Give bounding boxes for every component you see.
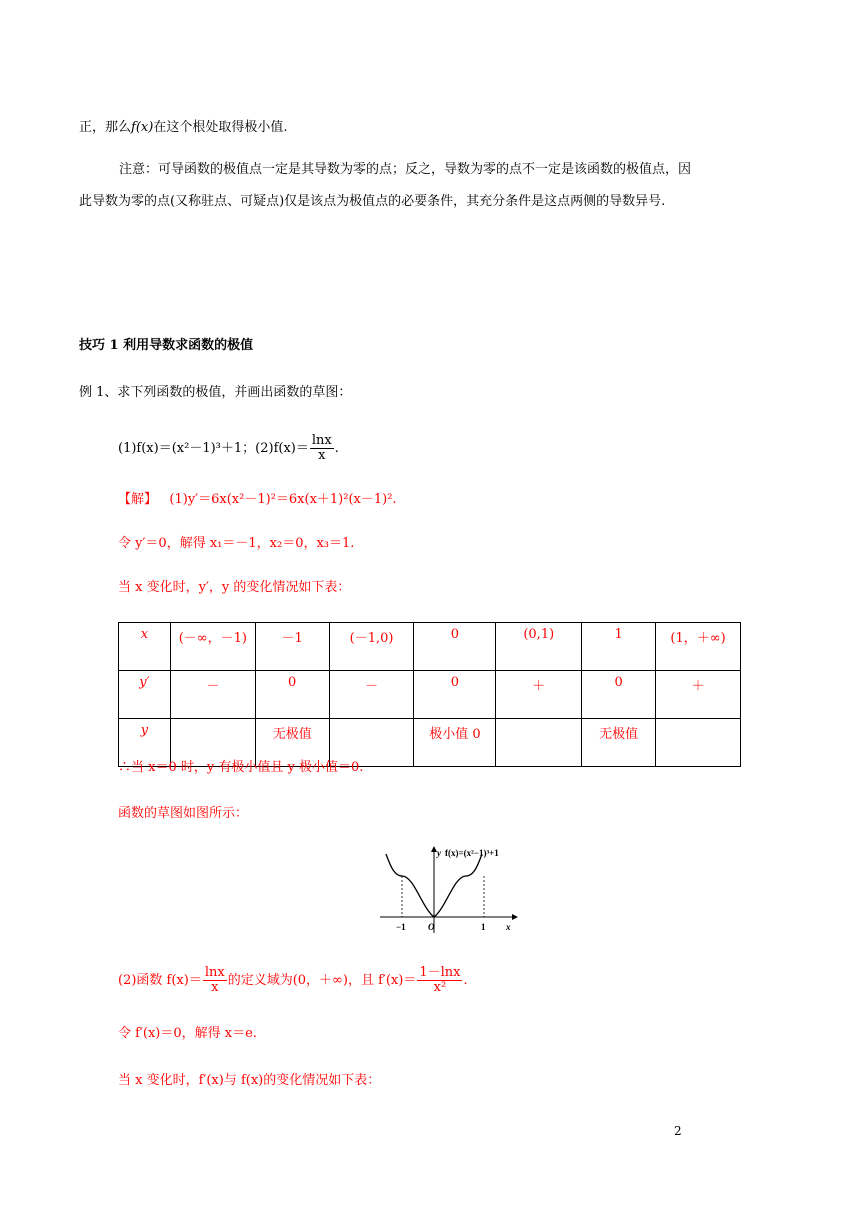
y-label: y (437, 848, 441, 858)
table-cell (656, 719, 741, 767)
text-span: 的定义域为(0，＋∞)，且 f′(x)＝ (227, 973, 417, 988)
table-row (119, 623, 741, 671)
table-cell: 0 (414, 671, 496, 719)
x-label: x (506, 922, 511, 932)
table-cell: 1 (582, 623, 656, 671)
page-number: 2 (674, 1124, 682, 1138)
solution-tag: 【解】 (118, 492, 158, 507)
table-cell: 0 (582, 671, 656, 719)
table-cell: y (119, 719, 171, 767)
tick-label-neg1: −1 (396, 922, 406, 932)
text-span: (2)函数 f(x)＝ (118, 973, 202, 988)
example-intro: 例 1、求下列函数的极值，并画出函数的草图： (79, 385, 352, 400)
table-cell: y′ (119, 671, 171, 719)
label: (2) (255, 441, 274, 456)
denominator: x² (433, 980, 447, 995)
tick-label-1: 1 (481, 922, 486, 932)
part2-line-3: 当 x 变化时，f′(x)与 f(x)的变化情况如下表： (118, 1073, 381, 1088)
fraction (310, 434, 334, 463)
origin-label: O (428, 922, 435, 932)
numerator: lnx (204, 965, 225, 980)
note-line-2: 此导数为零的点(又称驻点、可疑点)仅是该点为极值点的必要条件，其充分条件是这点两侧的导数异号. (79, 194, 666, 209)
denominator: x (211, 980, 219, 995)
part2-line-1 (118, 966, 468, 995)
sketch-caption: 函数的草图如图所示： (118, 806, 249, 821)
text-span: 正，那么 (79, 120, 132, 135)
text-span: 在这个根处取得极小值. (153, 120, 288, 135)
solution-line-1 (118, 490, 397, 510)
table-cell: 无极值 (582, 719, 656, 767)
note-line-1: 注意：可导函数的极值点一定是其导数为零的点；反之，导数为零的点不一定是该函数的极值点，因 (119, 162, 692, 177)
table-cell: － (170, 671, 255, 719)
solution-line-3: 当 x 变化时，y′，y 的变化情况如下表： (118, 580, 351, 595)
table-cell: 0 (414, 623, 496, 671)
equation: f(x)＝(x²－1)³＋1； (136, 441, 256, 456)
text-line (79, 118, 287, 138)
punct: . (334, 441, 339, 456)
table-cell: ＋ (656, 671, 741, 719)
table-cell: (－∞，－1) (170, 623, 255, 671)
text-span: (1)y′＝6x(x²－1)²＝6x(x＋1)²(x－1)². (169, 492, 397, 507)
label: (1) (118, 441, 137, 456)
table-cell: (1，＋∞) (656, 623, 741, 671)
numerator: 1－lnx (419, 965, 461, 980)
x-axis-arrow (512, 914, 518, 920)
table-cell: － (329, 671, 414, 719)
example-functions (118, 434, 339, 463)
table-cell: －1 (255, 623, 329, 671)
table-cell: (0,1) (496, 623, 582, 671)
conclusion-line: ∴当 x＝0 时，y 有极小值且 y 极小值＝0. (118, 760, 364, 775)
numerator: lnx (311, 433, 332, 448)
math-span: f(x) (131, 120, 154, 135)
table-cell: ＋ (496, 671, 582, 719)
table-cell: (－1,0) (329, 623, 414, 671)
equation: f(x)＝ (273, 441, 309, 456)
section-heading: 技巧 1 利用导数求函数的极值 (79, 338, 254, 353)
function-sketch (374, 838, 524, 936)
function-label: f(x)=(x²−1)³+1 (445, 848, 499, 858)
table-cell (496, 719, 582, 767)
denominator: x (318, 448, 326, 463)
punct: . (463, 973, 468, 988)
part2-line-2: 令 f′(x)＝0，解得 x＝e. (118, 1026, 257, 1041)
fraction (417, 966, 462, 995)
table-cell: 无极值 (255, 719, 329, 767)
table-cell: x (119, 623, 171, 671)
variation-table (118, 622, 741, 767)
table-cell: 0 (255, 671, 329, 719)
solution-line-2: 令 y′＝0，解得 x₁＝－1，x₂＝0，x₃＝1. (118, 536, 355, 551)
fraction (203, 966, 227, 995)
table-cell: 极小值 0 (414, 719, 496, 767)
table-row (119, 671, 741, 719)
